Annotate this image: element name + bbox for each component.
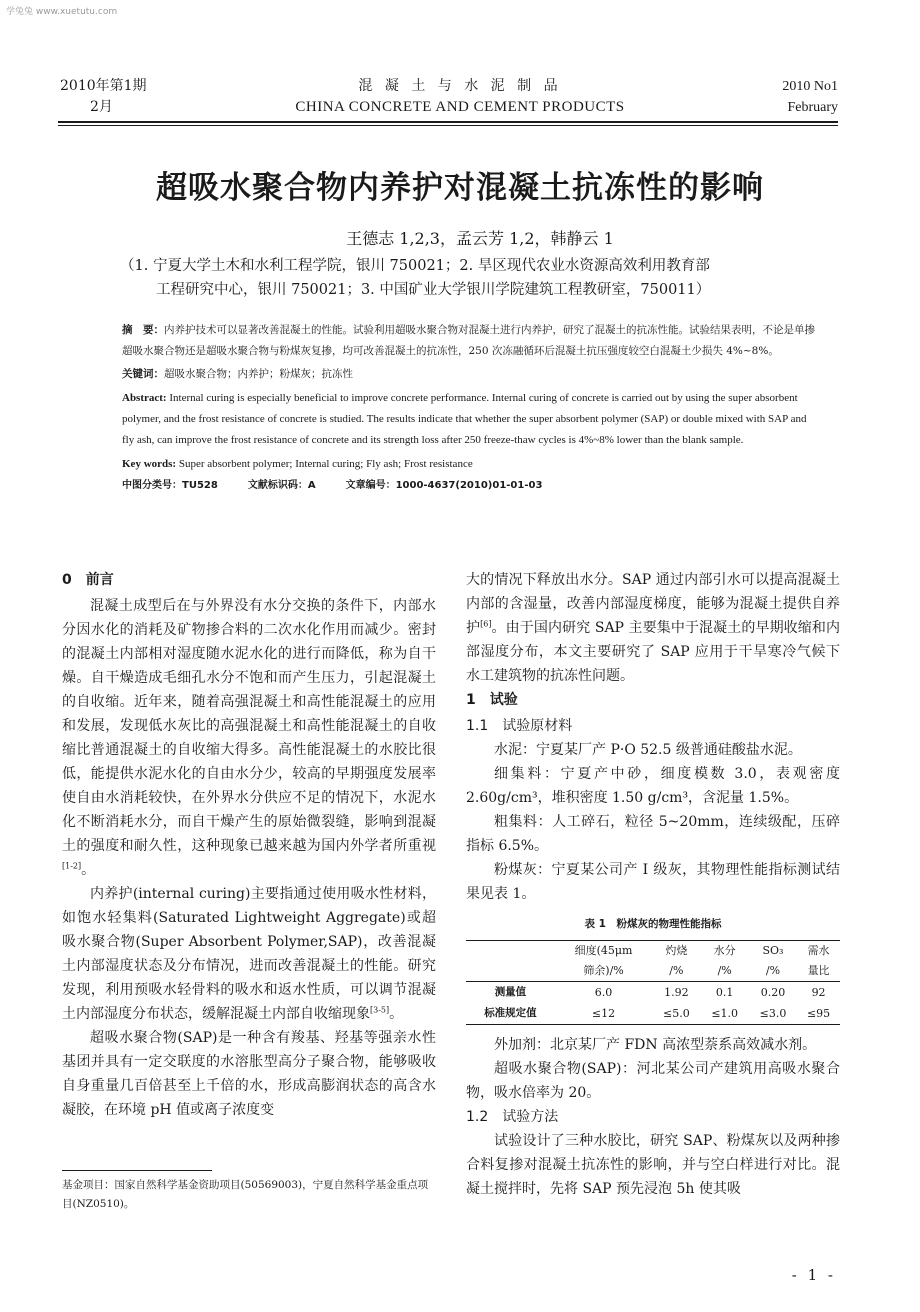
- left-column: [62, 568, 436, 1122]
- header-issue-en: [782, 76, 838, 118]
- table-cell: 92: [811, 986, 826, 999]
- paragraph-2-text: 内养护(internal curing)主要指通过使用吸水性材料，如饱水轻集料(Saturated Lightweight Aggregate)或超吸水聚合物(Super Absorbent Polymer,SAP)，改善混凝土内部湿度状态及分布情况，进而改善混凝土的性能。研究发现，利用预吸水轻骨料的吸水和返水性质，可以调节混凝土内部湿度分布状态，缓解混凝土内部自收缩现象: [62, 886, 436, 1022]
- header-issue-year: 2010年第1期: [60, 78, 147, 94]
- abstract-en-text: Internal curing is especially beneficial to improve concrete performance. Internal curing of concrete is carried out by using the super absorbent polymer, and the frost resistance of concrete is studied. The results indicate that whether the super absorbent polymer (SAP) or double mixed with SAP and fly ash, can improve the frost resistance of concrete and its strength loss after 250 freeze-thaw cycles is 4%~8% lower than the blank sample.: [122, 392, 807, 446]
- fly-ash-property-table: [466, 940, 840, 1025]
- abstract-en-label: Abstract:: [122, 392, 167, 404]
- table-header-cell: 需水: [797, 941, 840, 962]
- citation-1-2: [1-2]: [62, 861, 82, 871]
- abstract-block: [122, 320, 820, 496]
- page-number: - 1 -: [791, 1266, 836, 1284]
- material-coarse-aggregate: 粗集料：人工碎石，粒径 5~20mm，连续级配，压碎指标 6.5%。: [466, 814, 840, 854]
- header-issue-cn: [60, 76, 147, 118]
- right-column: [466, 568, 840, 1201]
- material-fine-aggregate: 细集料：宁夏产中砂，细度模数 3.0，表观密度 2.60g/cm³，堆积密度 1.50 g/cm³，含泥量 1.5%。: [466, 766, 840, 806]
- table-cell: ≤95: [797, 1003, 840, 1025]
- table-cell: 1.92: [664, 986, 689, 999]
- table-header-row: [466, 961, 840, 982]
- material-cement: 水泥：宁夏某厂产 P·O 52.5 级普通硅酸盐水泥。: [494, 742, 802, 758]
- document-code: 文献标识码：A: [247, 480, 316, 491]
- subsection-1-1-heading: 1.1 试验原材料: [466, 718, 573, 734]
- subsection-1-2-heading: 1.2 试验方法: [466, 1109, 559, 1125]
- table-cell: 6.0: [594, 986, 613, 999]
- table-header-cell: 量比: [797, 961, 840, 982]
- site-watermark: 学兔兔 www.xuetutu.com: [6, 7, 118, 17]
- paragraph-3-cont-text-2: 。由于国内研究 SAP 主要集中于混凝土的早期收缩和内部湿度分布，本文主要研究了 SAP 应用于干旱寒冷气候下水工建筑物的抗冻性问题。: [466, 620, 840, 684]
- paragraph-3-cont-text: 大的情况下释放出水分。SAP 通过内部引水可以提高混凝土内部的含湿量，改善内部湿度梯度，能够为混凝土提供自养护: [466, 572, 840, 636]
- material-fly-ash: 粉煤灰：宁夏某公司产 Ⅰ 级灰，其物理性能指标测试结果见表 1。: [466, 862, 840, 902]
- header-rule-thick: [58, 121, 838, 123]
- section-0-heading: 0 前言: [62, 572, 114, 588]
- classification-line: [122, 475, 820, 496]
- table-cell: 0.1: [715, 986, 734, 999]
- paragraph-1: [62, 594, 436, 882]
- header-issue-no: 2010 No1: [782, 79, 838, 94]
- author-list: 王德志 1,2,3，孟云芳 1,2，韩静云 1: [346, 229, 614, 248]
- paper-title: 超吸水聚合物内养护对混凝土抗冻性的影响: [156, 170, 764, 206]
- material-sap: 超吸水聚合物(SAP)：河北某公司产建筑用高吸水聚合物，吸水倍率为 20。: [466, 1061, 840, 1101]
- keywords-cn-text: 超吸水聚合物；内养护；粉煤灰；抗冻性: [164, 368, 353, 380]
- affiliations: [120, 254, 820, 302]
- table-header-cell: 水分: [701, 941, 749, 962]
- table-cell: ≤12: [555, 1003, 652, 1025]
- header-journal: [280, 76, 640, 118]
- table-header-cell: [466, 941, 555, 962]
- footnote-rule: [62, 1170, 212, 1171]
- header-rule-thin: [58, 125, 838, 126]
- section-1-heading: 1 试验: [466, 692, 518, 708]
- table-header-cell: 灼烧: [652, 941, 700, 962]
- table-cell: ≤3.0: [749, 1003, 797, 1025]
- abstract-en: [122, 388, 820, 451]
- table-cell: ≤1.0: [701, 1003, 749, 1025]
- abstract-cn-text: 内养护技术可以显著改善混凝土的性能。试验利用超吸水聚合物对混凝土进行内养护，研究了混凝土的抗冻性能。试验结果表明，不论是单掺超吸水聚合物还是超吸水聚合物与粉煤灰复掺，均可改善混凝土的抗冻性，250 次冻融循环后混凝土抗压强度较空白混凝土少损失 4%~8%。: [122, 324, 815, 357]
- table-row: [466, 1003, 840, 1025]
- paragraph-3: 超吸水聚合物(SAP)是一种含有羧基、羟基等强亲水性基团并具有一定交联度的水溶胀型高分子聚合物，能够吸收自身重量几百倍甚至上千倍的水，形成高膨润状态的高含水凝胶，在环境 pH 值或离子浓度变: [62, 1030, 436, 1118]
- table-row-label: 测量值: [494, 986, 527, 998]
- table-header-cell: /%: [749, 961, 797, 982]
- paragraph-3-continued: [466, 568, 840, 688]
- table-header-cell: /%: [701, 961, 749, 982]
- table-header-cell: /%: [652, 961, 700, 982]
- material-admixture: 外加剂：北京某厂产 FDN 高浓型萘系高效减水剂。: [494, 1037, 817, 1053]
- table-header-cell: SO₃: [749, 941, 797, 962]
- table-header-cell: 细度(45μm: [555, 941, 652, 962]
- citation-6: [6]: [480, 619, 492, 629]
- keywords-en: [122, 454, 820, 475]
- journal-name-cn: 混 凝 土 与 水 泥 制 品: [358, 78, 562, 94]
- funding-footnote: 基金项目：国家自然科学基金资助项目(50569003)，宁夏自然科学基金重点项目(NZ0510)。: [62, 1179, 429, 1210]
- table-cell: 0.20: [760, 986, 786, 999]
- table-cell: ≤5.0: [652, 1003, 700, 1025]
- journal-name-en: CHINA CONCRETE AND CEMENT PRODUCTS: [295, 99, 625, 115]
- clc-number: 中图分类号：TU528: [122, 480, 218, 491]
- header-month-en: February: [787, 100, 838, 115]
- table-header-cell: [466, 961, 555, 982]
- abstract-cn: [122, 320, 820, 362]
- table-header-cell: 筛余)/%: [555, 961, 652, 982]
- table-row-label: 标准规定值: [466, 1003, 555, 1025]
- affiliation-line-1: （1. 宁夏大学土木和水利工程学院，银川 750021；2. 旱区现代农业水资源高效利用教育部: [120, 258, 710, 274]
- citation-3-5: [3-5]: [370, 1005, 390, 1015]
- paragraph-2: [62, 882, 436, 1026]
- paragraph-1-end: 。: [81, 862, 96, 878]
- table-header-row: [466, 941, 840, 962]
- header-month-cn: 2月: [90, 99, 113, 115]
- paragraph-2-end: 。: [389, 1006, 404, 1022]
- table-row: [466, 982, 840, 1004]
- keywords-en-text: Super absorbent polymer; Internal curing; Fly ash; Frost resistance: [178, 458, 473, 470]
- affiliation-line-2: 工程研究中心，银川 750021；3. 中国矿业大学银川学院建筑工程教研室，750011）: [156, 282, 711, 298]
- keywords-cn-label: 关键词：: [122, 368, 164, 380]
- table-1-caption: 表 1 粉煤灰的物理性能指标: [584, 918, 722, 930]
- paragraph-1-text: 混凝土成型后在与外界没有水分交换的条件下，内部水分因水化的消耗及矿物掺合料的二次水化作用而减少。密封的混凝土内部相对湿度随水泥水化的进行而降低，称为自干燥。自干燥造成毛细孔水分不饱和而产生压力，引起混凝土的自收缩。近年来，随着高强混凝土和高性能混凝土的应用和发展，发现低水灰比的高强混凝土和高性能混凝土的自收缩比普通混凝土的自收缩大得多。高性能混凝土的水胶比很低，能提供水泥水化的自由水分少，较高的早期强度发展率使自由水消耗较快，在外界水分供应不足的情况下，水泥水化不断消耗水分，而自干燥产生的原始微裂缝，影响到混凝土的强度和耐久性，这种现象已越来越为国内外学者所重视: [62, 598, 436, 854]
- abstract-cn-label: 摘 要：: [122, 324, 164, 336]
- method-paragraph: 试验设计了三种水胶比，研究 SAP、粉煤灰以及两种掺合料复掺对混凝土抗冻性的影响，并与空白样进行对比。混凝土搅拌时，先将 SAP 预先浸泡 5h 使其吸: [466, 1133, 840, 1197]
- keywords-en-label: Key words:: [122, 458, 177, 470]
- article-number: 文章编号：1000-4637(2010)01-01-03: [345, 480, 543, 491]
- keywords-cn: [122, 364, 820, 385]
